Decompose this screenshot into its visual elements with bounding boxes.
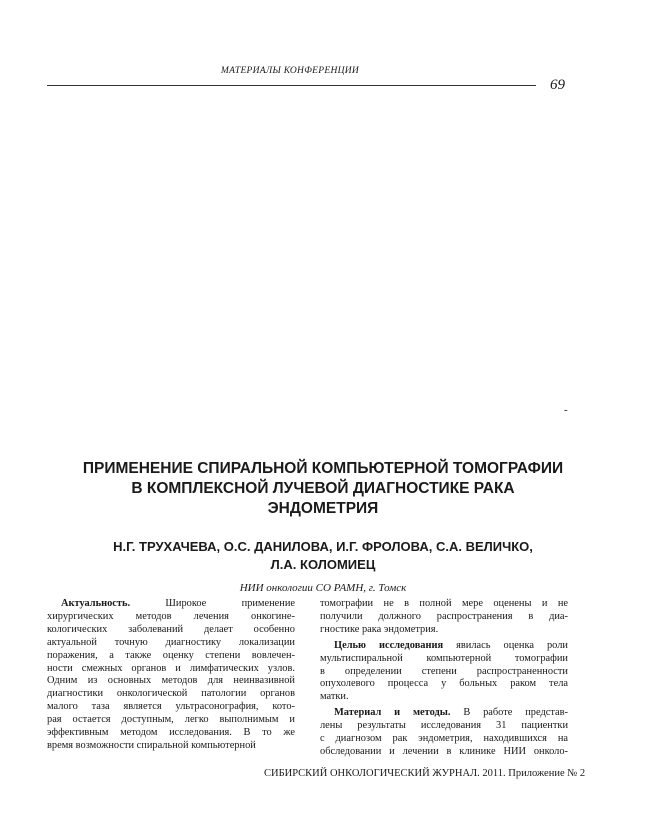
- text-line: Целью исследования явилась оценка роли: [334, 639, 568, 651]
- header-rule: [47, 85, 536, 86]
- aim-lead: Целью исследования: [334, 639, 444, 651]
- text-line: Одним из основных методов для неинвазивной: [47, 675, 295, 687]
- text-line: диагностики онкологической патологии органов: [47, 688, 295, 700]
- text-line: кологических заболеваний делает особенно: [47, 623, 295, 635]
- text-line: время возможности спиральной компьютерной: [47, 739, 256, 751]
- text-line: хирургических методов лечения онкогине-: [47, 610, 295, 622]
- text-line: Актуальность. Широкое применение: [61, 598, 295, 609]
- text-line: опухолевого процесса у больных раком тела: [320, 678, 568, 690]
- title-line: В КОМПЛЕКСНОЙ ЛУЧЕВОЙ ДИАГНОСТИКЕ РАКА: [131, 480, 515, 497]
- text-line: лены результаты исследования 31 пациентки: [320, 720, 568, 732]
- text-line: матки.: [320, 691, 349, 703]
- affiliation: НИИ онкологии СО РАМН, г. Томск: [239, 582, 407, 594]
- text-line: поражения, а также оценку степени вовлечен-: [47, 649, 295, 661]
- relevance-lead: Актуальность.: [61, 598, 131, 609]
- title-line: ПРИМЕНЕНИЕ СПИРАЛЬНОЙ КОМПЬЮТЕРНОЙ ТОМОГРАФИИ: [82, 460, 564, 477]
- methods-lead: Материал и методы.: [334, 707, 451, 719]
- text-line: рая остается доступным, легко выполнимым и: [47, 714, 295, 726]
- text-line: гностике рака эндометрия.: [320, 623, 439, 635]
- text-line: Материал и методы. В работе представ-: [334, 707, 568, 719]
- stray-mark: -: [564, 404, 568, 416]
- section-label: МАТЕРИАЛЫ КОНФЕРЕНЦИИ: [220, 66, 360, 76]
- text-line: получили должного распространения в диа-: [320, 610, 568, 622]
- text-line: актуальной точную диагностику локализации: [47, 636, 295, 648]
- page-number: 69: [550, 77, 565, 93]
- right-column: [320, 598, 568, 759]
- text-line: томографии не в полной мере оценены и не: [320, 598, 568, 609]
- text-line: обследовании и лечении в клинике НИИ онколо-: [320, 745, 568, 757]
- authors: [40, 538, 606, 574]
- author-line: Н.Г. ТРУХАЧЕВА, О.С. ДАНИЛОВА, И.Г. ФРОЛОВА, С.А. ВЕЛИЧКО,: [113, 539, 533, 554]
- text-line: в определении степени распространенности: [320, 665, 568, 677]
- text-line: мультиспиральной компьютерной томографии: [320, 652, 568, 664]
- text-line: малого таза является ультрасонография, кото-: [47, 701, 295, 713]
- article-title: [30, 459, 616, 519]
- title-line: ЭНДОМЕТРИЯ: [267, 500, 379, 517]
- author-line: Л.А. КОЛОМИЕЦ: [270, 557, 376, 572]
- journal-footer: СИБИРСКИЙ ОНКОЛОГИЧЕСКИЙ ЖУРНАЛ. 2011. Приложение № 2: [264, 768, 586, 779]
- text-line: эффективным методом исследования. В то же: [47, 727, 295, 739]
- left-column: [47, 598, 295, 753]
- text-line: с диагнозом рак эндометрия, находившихся на: [320, 733, 568, 745]
- text-line: ности смежных органов и лимфатических узлов.: [47, 662, 295, 674]
